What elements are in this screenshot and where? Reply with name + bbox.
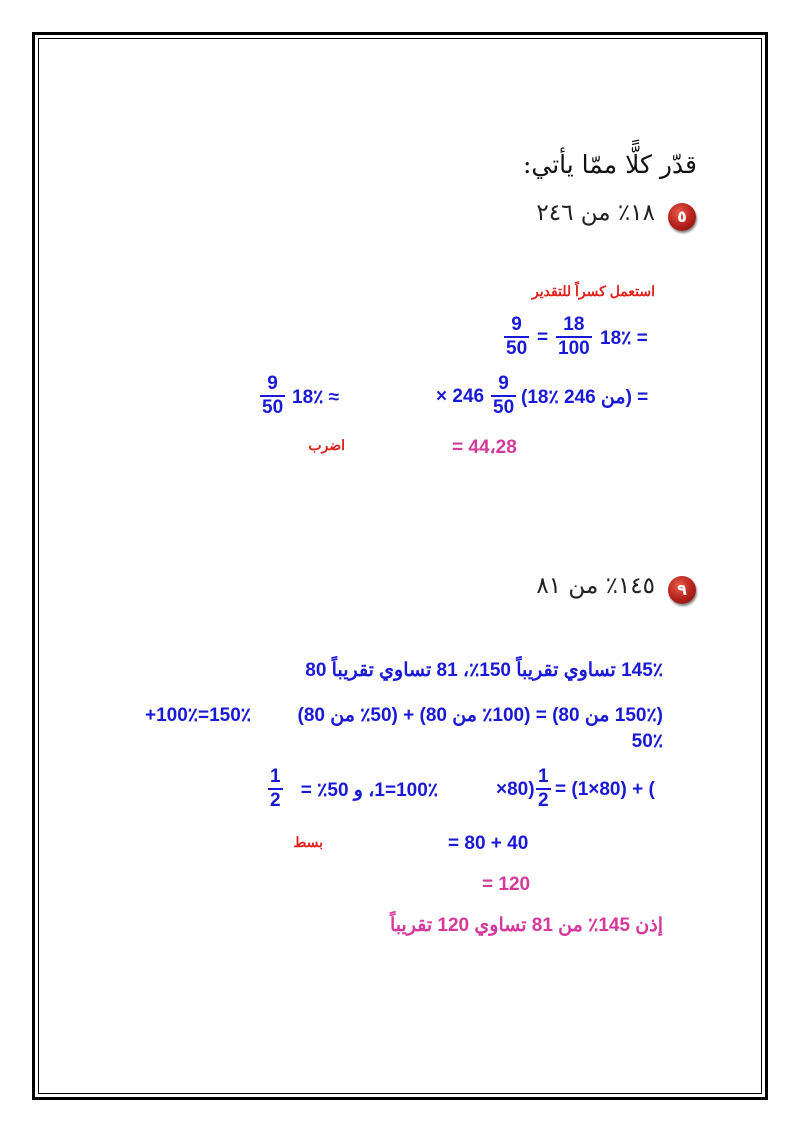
fraction-denominator: 50 [493,397,515,418]
q5-result: = 44،28 [452,437,517,458]
q9-line2: (150٪ من 80) = (100٪ من 80) + (50٪ من 80) [297,705,663,726]
fraction-denominator: 100 [558,338,590,359]
fraction-numerator: 9 [491,373,516,397]
q9-line4-note: بسط [293,834,323,850]
fraction-denominator: 2 [270,790,281,811]
q9-line3-rhs: ×80) [496,779,535,800]
question-5-text: ١٨٪ من ٢٤٦ [536,200,655,226]
q5-line2-fraction [491,373,516,419]
fraction-denominator: 50 [262,397,284,418]
fraction-numerator: 18 [556,314,592,338]
q9-line1: 145٪ تساوي تقريباً 150٪، 81 تساوي تقريباً 80 [305,660,663,681]
fraction-numerator: 9 [504,314,529,338]
fraction-denominator: 50 [506,338,528,359]
question-number-badge: ٥ [668,203,696,231]
q9-line4-result: = 80 + 40 [448,833,529,854]
q5-note: اضرب [308,437,345,453]
fraction-numerator: 1 [268,766,283,790]
q9-line5-result: = 120 [482,874,531,895]
q5-line1-lhs-text: 18٪ = [600,328,648,349]
q5-hint: استعمل كسراً للتقدير [531,283,655,299]
q5-fraction-18-100 [556,314,592,360]
fraction-numerator: 9 [260,373,285,397]
q5-line2-rhs: × 246 [436,386,485,407]
q5-approx-fraction [260,373,285,419]
q5-line1-lhs [600,327,648,350]
q5-equals: = [537,327,549,348]
q5-line2-lhs: (18٪ من 246) = [521,387,649,408]
fraction-denominator: 2 [538,790,549,811]
q5-fraction-9-50 [504,314,529,360]
q9-line2-left: 150٪=100٪+ [144,705,251,726]
q9-line3-left-fraction [268,766,283,812]
q9-line3-lhs: = (1×80) + ( [555,779,655,800]
q9-half-fraction [536,766,551,812]
question-number-badge: ٩ [668,576,696,604]
q5-approx-lhs: 18٪ ≈ [292,387,340,408]
fraction-numerator: 1 [536,766,551,790]
question-9-text: ١٤٥٪ من ٨١ [536,573,655,599]
page-heading: قدّر كلًّا ممّا يأتي: [522,150,697,179]
q9-conclusion: إذن 145٪ من 81 تساوي 120 تقريباً [389,915,663,936]
q9-line2-continued: 50٪ [631,731,663,752]
q9-line3-left-text: 100٪=1، و 50٪ = [300,780,438,801]
